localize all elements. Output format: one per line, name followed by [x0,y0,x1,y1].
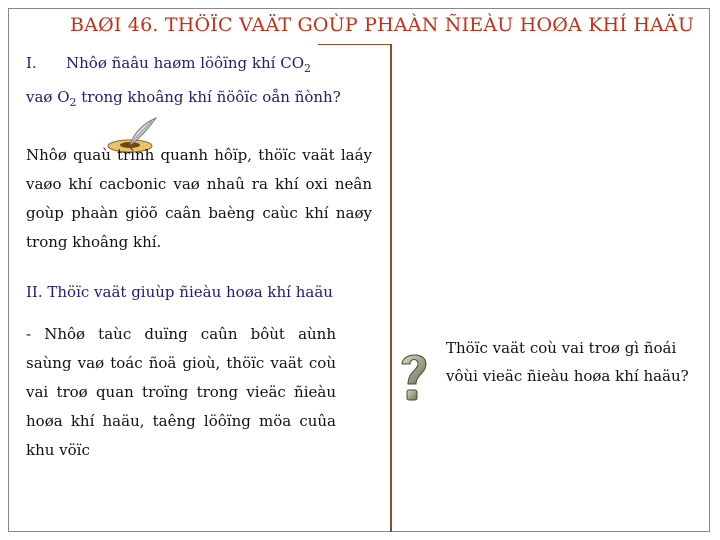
answer-2-text: - Nhôø taùc duïng caûn bôùt aùnh saùng vaø toác ñoä gioù, thöïc vaät coù vai troø quan troïng trong vieäc ñieàu hoøa khí haäu, taêng löôïng möa cuûa khu vöïc [26,325,336,459]
question-1-cont-start: vaø O [26,88,70,106]
column-divider [390,44,392,532]
discussion-question: Thöïc vaät coù vai troø gì ñoái vôùi vieäc ñieàu hoøa khí haäu? [446,339,689,385]
answer-1-text: Nhôø quaù trình quanh hôïp, thöïc vaät laáy vaøo khí cacbonic vaø nhaû ra khí oxi neân goùp phaàn giöõ caân baèng caùc khí naøy trong khoâng khí. [26,146,372,251]
question-1-cont-end: trong khoâng khí ñöôïc oån ñònh? [76,88,341,106]
question-mark-icon [396,348,432,408]
question-1-text: Nhôø ñaâu haøm löôïng khí CO [66,54,304,72]
divider-top [318,44,392,45]
o2-subscript: 2 [69,96,77,109]
question-1-line-1 [26,54,311,75]
section-1-number: I. [26,54,37,72]
page-title: BAØI 46. THÖÏC VAÄT GOÙP PHAÀN ÑIEÀU HOØA KHÍ HAÄU [70,14,695,36]
co2-subscript: 2 [304,62,311,75]
question-1-line-2 [26,88,341,109]
section-2-heading: II. Thöïc vaät giuùp ñieàu hoøa khí haäu [26,283,333,301]
